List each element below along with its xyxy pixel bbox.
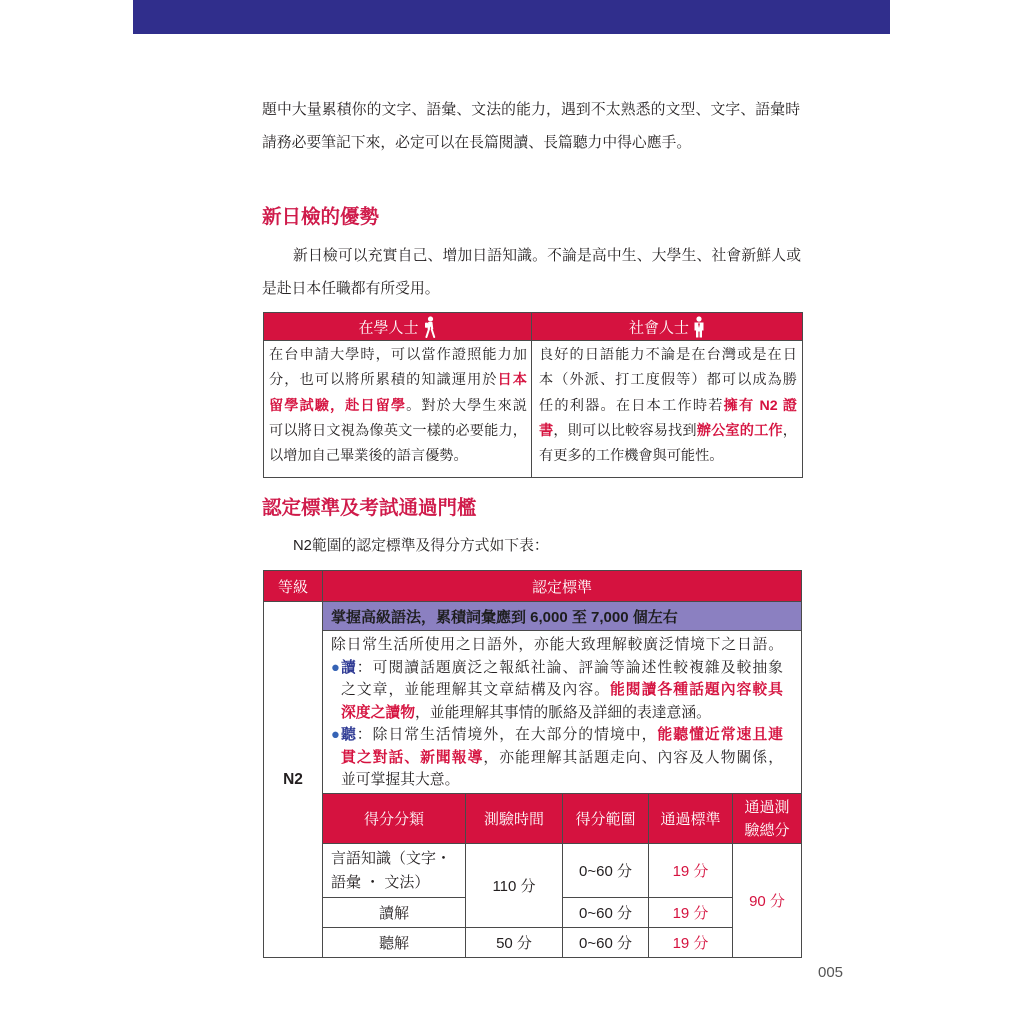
cell-text: 可以將日文視為像英文一樣的必要能力， xyxy=(269,422,527,439)
intro-line: 題中大量累積你的文字、語彙、文法的能力，遇到不太熟悉的文型、文字、語彙時 xyxy=(262,102,800,118)
category-line: 語彙 ・ 文法） xyxy=(331,873,430,891)
bullet-icon: ● xyxy=(331,727,341,743)
cell-line xyxy=(269,394,527,419)
top-banner xyxy=(133,0,890,34)
criteria-table xyxy=(263,570,802,958)
score-category: 聽解 xyxy=(323,928,466,958)
listening-label: 聽 xyxy=(340,727,357,743)
emphasis-text: 能閱讀各種話題內容較具 xyxy=(609,682,783,698)
section-heading-advantages: 新日檢的優勢 xyxy=(262,206,380,228)
description-line xyxy=(331,657,783,680)
page-number: 005 xyxy=(818,964,844,981)
cell-text: 。對於大學生來説 xyxy=(406,397,527,414)
score-time: 110 分 xyxy=(466,844,563,928)
description-text: 之文章，並能理解其文章結構及內容。 xyxy=(341,682,610,698)
description-line xyxy=(331,634,783,657)
cell-text: 以增加自己畢業後的語言優勢。 xyxy=(269,448,468,465)
description-line xyxy=(341,747,783,770)
cell-text: 有更多的工作機會與可能性。 xyxy=(539,448,724,465)
description-text: ：可閱讀話題廣泛之報紙社論、評論等論述性較複雜及較抽象 xyxy=(356,659,783,676)
score-header-total-label: 通過測驗總分 xyxy=(744,798,790,839)
summary-row xyxy=(264,602,802,631)
cell-text: 本（外派、打工度假等）都可以成為勝 xyxy=(539,372,797,389)
emphasis-text: 能聽懂近常速且連 xyxy=(657,727,783,743)
description-line xyxy=(341,702,783,725)
description-row xyxy=(264,631,802,794)
description-line xyxy=(341,679,783,702)
level-header: 等級 xyxy=(264,571,323,602)
paragraph-line: 是赴日本任職都有所受用。 xyxy=(262,281,440,297)
category-line: 言語知識（文字・ xyxy=(331,849,452,867)
column-header-student xyxy=(264,313,532,341)
score-category: 讀解 xyxy=(323,898,466,928)
description-text: ，亦能理解其話題走向、內容及人物關係， xyxy=(483,749,783,766)
advantages-table-body xyxy=(264,341,803,478)
description-text: 除日常生活所使用之日語外，亦能大致理解較廣泛情境下之日語。 xyxy=(331,637,783,653)
reading-label: 讀 xyxy=(340,659,357,676)
cell-text: ，則可以比較容易找到 xyxy=(553,422,697,439)
advantages-paragraph xyxy=(262,240,802,306)
section-heading-criteria: 認定標準及考試通過門檻 xyxy=(262,497,477,519)
cell-text: 分，也可以將所累積的知識運用於 xyxy=(269,372,498,389)
column-header-label: 在學人士 xyxy=(358,319,419,336)
emphasis-text: 深度之讀物 xyxy=(341,704,415,721)
description-text: 並可掌握其大意。 xyxy=(341,772,460,788)
score-pass: 19 分 xyxy=(649,844,733,898)
score-row xyxy=(264,928,802,958)
description-line xyxy=(341,769,783,792)
cell-text: 良好的日語能力不論是在台灣或是在日 xyxy=(539,347,797,363)
standard-header: 認定標準 xyxy=(323,571,802,602)
cell-line xyxy=(269,444,527,469)
score-header-range: 得分範圍 xyxy=(563,794,649,844)
intro-line: 請務必要筆記下來，必定可以在長篇閱讀、長篇聽力中得心應手。 xyxy=(262,135,692,151)
criteria-header-row xyxy=(264,571,802,602)
bullet-icon: ● xyxy=(331,659,341,676)
score-header-row xyxy=(264,794,802,844)
emphasis-text: 書 xyxy=(539,422,554,439)
column-header-label: 社會人士 xyxy=(628,319,689,336)
cell-text: 任的利器。在日本工作時若 xyxy=(539,397,724,414)
intro-paragraph xyxy=(262,94,800,160)
student-walking-icon xyxy=(423,316,437,338)
score-range: 0~60 分 xyxy=(563,928,649,958)
emphasis-text: 貫之對話、新聞報導 xyxy=(341,749,484,766)
level-cell: N2 xyxy=(264,602,323,958)
emphasis-text: 擁有 N2 證 xyxy=(723,397,797,414)
cell-line xyxy=(269,343,527,368)
cell-line xyxy=(539,368,797,393)
professional-cell xyxy=(532,341,803,478)
score-row xyxy=(264,844,802,898)
advantages-table-header xyxy=(264,313,803,341)
description-text: ，並能理解其事情的脈絡及詳細的表達意涵。 xyxy=(415,704,711,721)
score-pass: 19 分 xyxy=(649,928,733,958)
score-time: 50 分 xyxy=(466,928,563,958)
cell-line xyxy=(539,419,797,444)
paragraph-line: 新日檢可以充實自己、增加日語知識。不論是高中生、大學生、社會新鮮人或 xyxy=(293,248,801,264)
student-cell xyxy=(264,341,532,478)
score-header-time: 測驗時間 xyxy=(466,794,563,844)
cell-line xyxy=(539,394,797,419)
criteria-intro: N2範圍的認定標準及得分方式如下表： xyxy=(293,538,549,554)
column-header-professional xyxy=(532,313,803,341)
score-header-pass: 通過標準 xyxy=(649,794,733,844)
score-header-category: 得分分類 xyxy=(323,794,466,844)
description-line xyxy=(331,724,783,747)
cell-line xyxy=(269,419,527,444)
score-pass: 19 分 xyxy=(649,898,733,928)
score-range: 0~60 分 xyxy=(563,844,649,898)
cell-line xyxy=(539,444,797,469)
emphasis-text: 辦公室的工作 xyxy=(696,422,783,439)
cell-text: 在台申請大學時，可以當作證照能力加 xyxy=(269,347,527,363)
score-category xyxy=(323,844,466,898)
cell-text: ， xyxy=(782,422,797,439)
advantages-table xyxy=(263,312,803,478)
emphasis-text: 留學試驗，赴日留學 xyxy=(269,397,407,414)
summary-cell: 掌握高級語法，累積詞彙應到 6,000 至 7,000 個左右 xyxy=(323,602,802,631)
description-cell xyxy=(323,631,802,794)
cell-line xyxy=(269,368,527,393)
score-range: 0~60 分 xyxy=(563,898,649,928)
emphasis-text: 日本 xyxy=(497,372,527,389)
businessman-icon xyxy=(693,316,705,338)
score-header-total xyxy=(733,794,802,844)
cell-line xyxy=(539,343,797,368)
description-text: ：除日常生活情境外，在大部分的情境中， xyxy=(356,727,658,743)
score-total: 90 分 xyxy=(733,844,802,958)
